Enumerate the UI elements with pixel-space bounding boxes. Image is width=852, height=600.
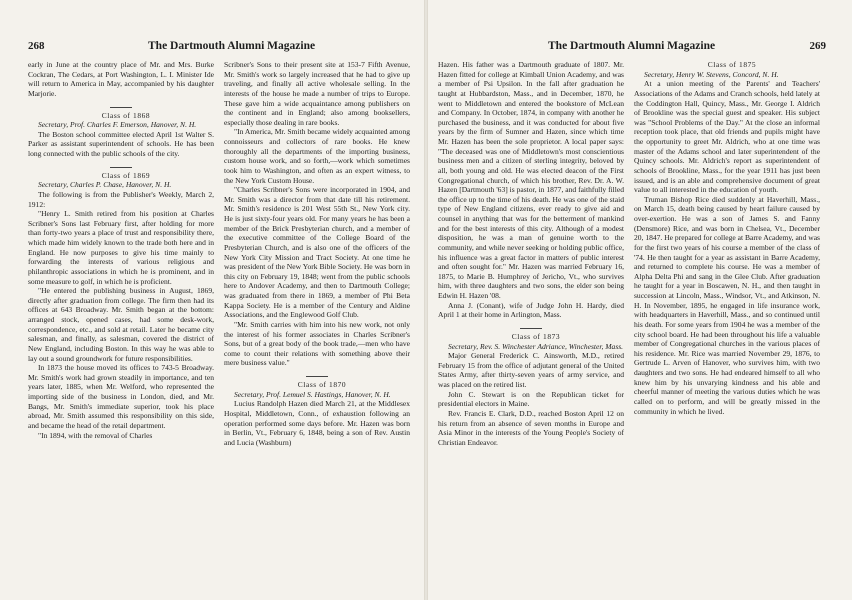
paragraph: At a union meeting of the Parents' and Teachers' Associations of the Adams and Cranch schools, held lately at the Coddington Hall, Quincy, Mass., Mr. George I. Aldrich of Brookline was the special guest and speaker. His subject was "School Problems of the Day." At the close an informal reception took place, that old friends and pupils might have the opportunity to greet Mr. Aldrich, who at one time was master of the Adams school and later superintendent of the Quincy schools. Mr. Aldrich's report as superintendent of schools of Brookline, Mass., for the year 1911 has just been issued, and is an able and comprehensive document of great value to all interested in the education of youth. [634, 79, 820, 195]
class-heading-1875: Class of 1875 [707, 60, 757, 69]
left-page-column-1 [28, 60, 214, 447]
section-divider [110, 107, 132, 108]
class-secretary-1868: Secretary, Prof. Charles F. Emerson, Hanover, N. H. [38, 120, 197, 130]
paragraph: "Mr. Smith carries with him into his new work, not only the interest of his former associates in Charles Scribner's Sons, but of a great body of the book trade,—men who have come to count their relations with something above their mere business value." [224, 319, 410, 368]
paragraph: In 1873 the house moved its offices to 743-5 Broadway. Mr. Smith's work had grown steadily in importance, and ten years later, 1885, when Mr. Welford, who represented the importing side of the business in London, died, and Mr. Bangs, Mr. Smith's immediate superior, took his place abroad, Mr. Smith assumed this responsibility on this side, and became the head of the retail department. [28, 363, 214, 430]
paragraph: The Boston school committee elected April 1st Walter S. Parker as assistant superintendent of schools. He has been long connected with the public schools of the city. [28, 129, 214, 158]
paragraph: Rev. Francis E. Clark, D.D., reached Boston April 12 on his return from an absence of seven months in Europe and Asia Minor in the interests of the Young People's Society of Christian Endeavor. [438, 408, 624, 447]
class-secretary-1875: Secretary, Henry W. Stevens, Concord, N. H. [644, 69, 779, 79]
paragraph: early in June at the country place of Mr. and Mrs. Burke Cockran, The Cedars, at Port Washington, L. I. Minister Ide will return to America in May, accompanied by his daughter Marjorie. [28, 60, 214, 98]
section-divider [306, 376, 328, 377]
class-secretary-1873: Secretary, Rev. S. Winchester Adriance, Winchester, Mass. [448, 341, 624, 351]
right-page-columns [438, 60, 826, 447]
paragraph: "In 1894, with the removal of Charles [38, 430, 153, 440]
paragraph: Truman Bishop Rice died suddenly at Haverhill, Mass., on March 15, death being caused by heart failure caused by over-exertion. He was a son of James S. and Fanny (Densmore) Rice, and was born in Chelsea, Vt., December 20, 1847. He prepared for college at Barre Academy, and was for the first two years of his course a member of the class of '74. He then taught for a year as assistant in Barre Academy, and returned to complete his course. He was a member of Alpha Delta Phi and sang in the Glee Club. After graduation he taught for a year in Boscawen, N. H., and then taught in succession at Lincoln, Mass., Windsor, Vt., and Atkinson, N. H. In November, 1895, he engaged in life insurance work, with headquarters in Haverhill, Mass., and so continued until his death. For some years from 1904 he was a member of the city school board. He had been throughout his life a valuable member of Congregational churches in the various places of his residence. Mr. Rice was married November 29, 1876, to Gertrude L. Arven of Hanover, who survives him, with two daughters and two sons. He had endeared himself to all who knew him by his unvarying kindness and his able and cheerful manner of meeting the various duties which he was called on to perform, and will be greatly missed in the community in which he lived. [634, 194, 820, 416]
class-heading-1870: Class of 1870 [297, 380, 347, 389]
right-page-number: 269 [809, 40, 826, 52]
paragraph: Hazen. His father was a Dartmouth graduate of 1807. Mr. Hazen fitted for college at Kimball Union Academy, and was a member of Psi Upsilon. In the fall after graduation he taught at Hubbardston, Mass., and in December, 1870, he went to Middletown and entered the bookstore of McLean and Company. In October, 1874, in company with another he purchased the business, and it was conducted for about five years by the firm of Sumner and Hazen, since which time Mr. Hazen has been the sole proprietor. A local paper says: "The deceased was one of Middletown's most conscientious business men and a citizen of sterling integrity, beloved by all, both young and old. He was elected deacon of the First Congregational church, of which his brother, Rev. Dr. A. W. Hazen [Dartmouth '63] is pastor, in 1877, and faithfully filled the office up to the time of his death. He was one of the staid type of New England citizens, ever ready to give aid and counsel in anything that was for the betterment of mankind and for the best interests of this city. Although of a modest disposition, he was a man of genuine worth to the community, and while never seeking or holding public office, his influence was a great factor in matters of public interest and often sought for." Mr. Hazen was married February 16, 1875, to Marie B. Humphrey of Jericho, Vt., who survives him, with three daughters and two sons, the elder son being Edwin H. Hazen '08. [438, 60, 624, 300]
class-secretary-1870: Secretary, Prof. Lemuel S. Hastings, Hanover, N. H. [234, 389, 391, 399]
left-page-header [0, 40, 418, 56]
paragraph: John C. Stewart is on the Republican ticket for presidential electors in Maine. [438, 389, 624, 409]
section-divider [520, 328, 542, 329]
right-page-column-1 [438, 60, 624, 447]
right-page-column-2 [634, 60, 820, 447]
section-divider [110, 167, 132, 168]
paragraph: Major General Frederick C. Ainsworth, M.D., retired February 15 from the office of adjutant general of the United States Army, after thirty-seven years of army service, and was placed on the retired list. [438, 351, 624, 389]
left-running-head: The Dartmouth Alumni Magazine [148, 40, 316, 52]
left-page-column-2 [224, 60, 410, 447]
paragraph: The following is from the Publisher's Weekly, March 2, 1912: [28, 189, 214, 209]
paragraph: Anna J. (Conant), wife of Judge John H. Hardy, died April 1 at their home in Arlington, Mass. [438, 300, 624, 320]
class-heading-1869: Class of 1869 [101, 170, 151, 180]
class-heading-1873: Class of 1873 [511, 331, 561, 341]
right-page [432, 0, 852, 600]
left-page [0, 0, 418, 600]
paragraph: Lucius Randolph Hazen died March 21, at the Middlesex Hospital, Middletown, Conn., of exhaustion following an operation performed some days before. Mr. Hazen was born in Berlin, Vt., February 6, 1848, being a son of Rev. Austin and Lucia (Washburn) [224, 399, 410, 447]
paragraph: "Charles Scribner's Sons were incorporated in 1904, and Mr. Smith was a director from that date till his retirement. Mr. Smith's residence is 201 West 55th St., New York city. He is just sixty-four years old. For many years he has been a member of the Brick Presbyterian church, and a member of the executive committee of the College Board of the Presbyterian Church, and is also one of the officers of the New York City Mission and Tract Society. At one time he was president of the New York Bible Society. He was born in this city on February 19, 1848; went from the public schools here to Andover Academy, and then to Dartmouth College; was graduated from there in 1869, a member of Phi Beta Kappa Society. He is a member of the Century and Aldine Associations, and the Englewood Golf Club. [224, 185, 410, 320]
right-page-header [432, 40, 852, 56]
paragraph: Scribner's Sons to their present site at 153-7 Fifth Avenue, Mr. Smith's work so largely increased that he had to give up traveling, and finally all active wholesale selling. In the interests of the house he made a number of trips to Europe. These gave him a wide acquaintance among publishers on the continent and in England; also among booksellers, especially those dealing in rare books. [224, 60, 410, 127]
class-secretary-1869: Secretary, Charles P. Chase, Hanover, N. H. [38, 180, 172, 190]
class-heading-1868: Class of 1868 [101, 110, 151, 120]
left-page-columns [28, 60, 410, 447]
paragraph: "In America, Mr. Smith became widely acquainted among connoisseurs and collectors of rare books. He knew thoroughly all the departments of the importing business, custom house work, and so forth,—work which sometimes took him to Washington, and often as an expert witness, to the New York Custom House. [224, 127, 410, 185]
book-gutter [424, 0, 428, 600]
paragraph: "Henry L. Smith retired from his position at Charles Scribner's Sons last February first, after holding for more than forty-two years a place of trust and responsibility there, which made him widely known to the trade both here and in England. He now purposes to give his time mainly to forwarding the interests of various religious and philanthropic associations in which he is prominent, and in some measure to golf, in which he is proficient. [28, 209, 214, 286]
left-page-number: 268 [28, 40, 45, 52]
paragraph: "He entered the publishing business in August, 1869, directly after graduation from college. The firm then had its offices at 643 Broadway. Mr. Smith began at the bottom: arranged stock, opened cases, had some desk-work, correspondence, etc., and sold at retail. Later he became city salesman, and finally, as salesman, covered the district of New England, including Boston. In this way he was able to lay out a sound groundwork for future responsibilities. [28, 286, 214, 363]
right-running-head: The Dartmouth Alumni Magazine [548, 40, 716, 52]
